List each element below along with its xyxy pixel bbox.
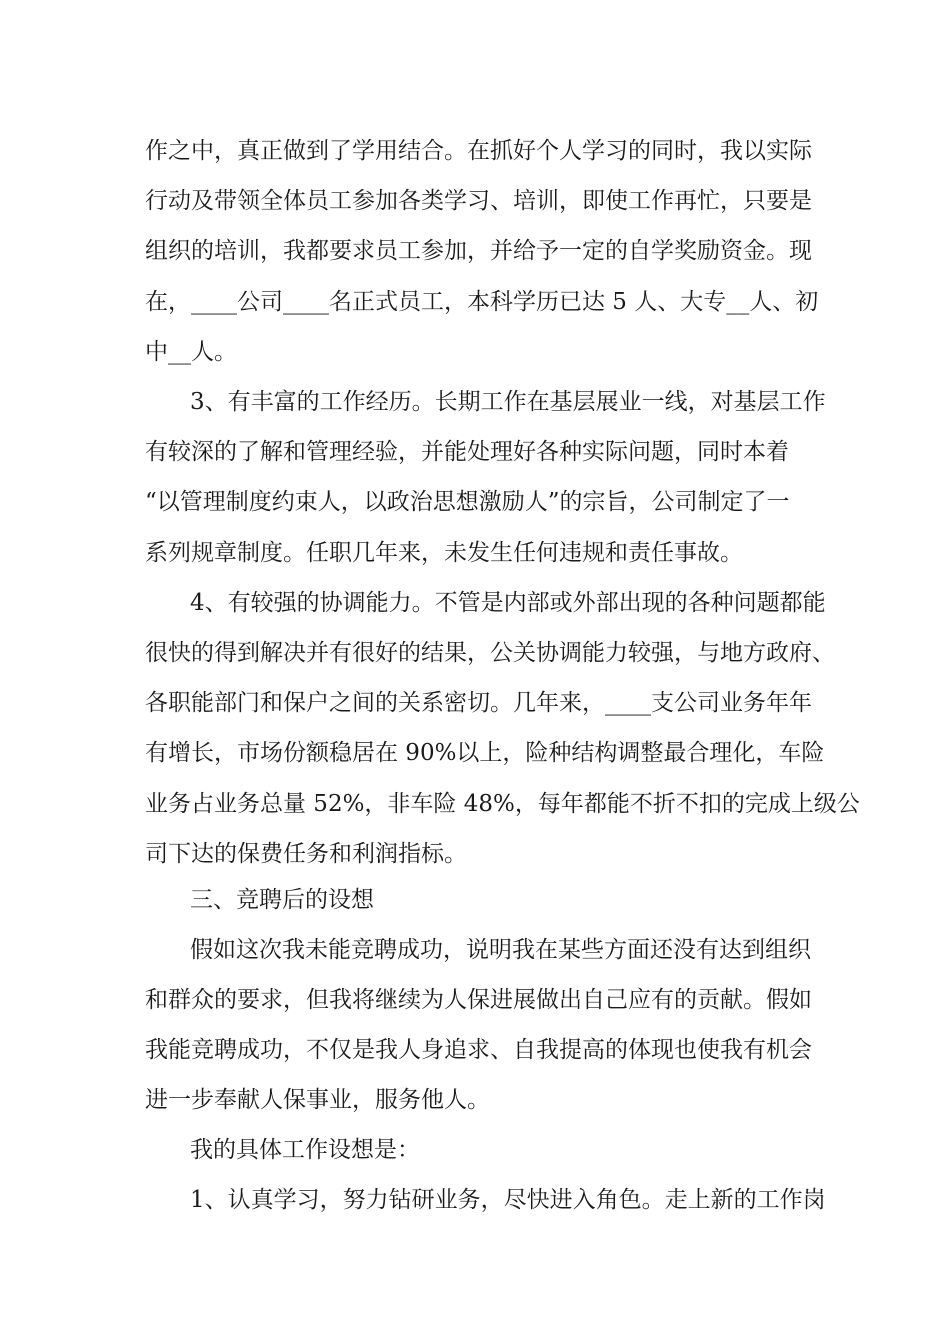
text-line: 业务占业务总量 52%，非车险 48%，每年都能不折不扣的完成上级公 bbox=[145, 791, 860, 817]
paragraph-heading-line: 1、认真学习，努力钻研业务，尽快进入角色。走上新的工作岗 bbox=[190, 1187, 826, 1213]
text-line: 司下达的保费任务和利润指标。 bbox=[145, 841, 467, 867]
text-line: 我能竞聘成功，不仅是我人身追求、自我提高的体现也使我有机会 bbox=[145, 1037, 812, 1063]
text-line: 中__人。 bbox=[145, 339, 237, 365]
text-line: 很快的得到解决并有很好的结果，公关协调能力较强，与地方政府、 bbox=[145, 640, 835, 666]
text-line: 行动及带领全体员工参加各类学习、培训，即使工作再忙，只要是 bbox=[145, 188, 812, 214]
text-line: 作之中，真正做到了学用结合。在抓好个人学习的同时，我以实际 bbox=[145, 138, 812, 164]
text-line: 组织的培训，我都要求员工参加，并给予一定的自学奖励资金。现 bbox=[145, 238, 812, 264]
paragraph-heading-line: 假如这次我未能竞聘成功，说明我在某些方面还没有达到组织 bbox=[190, 937, 811, 963]
text-line: 各职能部门和保户之间的关系密切。几年来，____支公司业务年年 bbox=[145, 690, 812, 716]
text-line: 在，____公司____名正式员工，本科学历已达 5 人、大专__人、初 bbox=[145, 289, 819, 315]
text-line: “以管理制度约束人，以政治思想激励人”的宗旨，公司制定了一 bbox=[145, 489, 790, 515]
paragraph-heading-line: 3、有丰富的工作经历。长期工作在基层展业一线，对基层工作 bbox=[190, 389, 826, 415]
text-line: 有增长，市场份额稳居在 90%以上，险种结构调整最合理化，车险 bbox=[145, 740, 825, 766]
text-line: 进一步奉献人保事业，服务他人。 bbox=[145, 1087, 490, 1113]
section-heading: 三、竞聘后的设想 bbox=[190, 887, 374, 913]
paragraph-heading-line: 我的具体工作设想是： bbox=[190, 1137, 420, 1163]
text-line: 有较深的了解和管理经验，并能处理好各种实际问题，同时本着 bbox=[145, 439, 789, 465]
text-line: 系列规章制度。任职几年来，未发生任何违规和责任事故。 bbox=[145, 540, 743, 566]
text-line: 和群众的要求，但我将继续为人保进展做出自己应有的贡献。假如 bbox=[145, 987, 812, 1013]
paragraph-heading-line: 4、有较强的协调能力。不管是内部或外部出现的各种问题都能 bbox=[190, 590, 826, 616]
